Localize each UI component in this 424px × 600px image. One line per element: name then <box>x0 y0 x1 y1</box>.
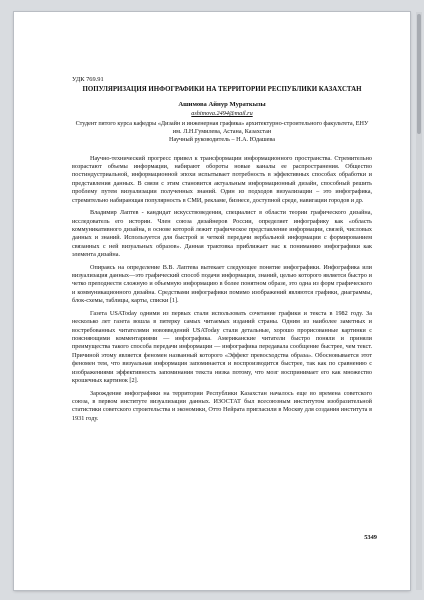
author-name: Ашимова Айнур Мураткызы <box>178 100 266 108</box>
author-email-link[interactable]: ashimova.2494@mail.ru <box>191 110 253 118</box>
scientific-advisor: Научный руководитель – Н.А. Юдашева <box>169 136 275 144</box>
paragraph: Зарождение инфографики на территории Республики Казахстан началось еще во времена советского союза, в первом институте визуализации данных. ИЗОСТАТ был всесоюзным институтом изобразительной статистики советского строительства и экономики, Отто Нейрата пригласили в Москву для создания института в 1931 году. <box>72 389 372 422</box>
paragraph: Газета USAToday одними из первых стали использовать сочетание графики и текста в 1982 году. За несколько лет газета вошла в пятерку самых читаемых изданий страны. Одним из наиболее заметных и востребованных читателями нововведений USAToday стали детальные, хорошо прорисованные картинки с поясняющими комментариями — инфографика. Американские читатели быстро поняли и приняли преимущества такого способа передачи информации — инфографика передавала сообщение быстрее, чем текст. Причиной этому является феномен названный которого «Эффект превосходства образа». Обосновывается этот феномен тем, что визуальная информация запоминается и воспроизводится быстрее, так как по сравнению с изображениями эффективность запоминания текста низка потому, что мозг воспринимает его как множество крошечных картинок [2]. <box>72 309 372 385</box>
document-page <box>14 12 410 590</box>
page-content <box>72 76 372 427</box>
page-number: 5349 <box>364 534 377 541</box>
udk-code: УДК 769.91 <box>72 76 104 83</box>
author-affiliation: Студент пятого курса кафедры «Дизайн и инженерная графика» архитектурно-строительного факультета, ЕНУ им. Л.Н.Гумилева, Астана, Казахстан <box>75 119 369 135</box>
scrollbar-thumb[interactable] <box>417 14 421 134</box>
article-title: ПОПУЛЯРИЗАЦИЯ ИНФОГРАФИКИ НА ТЕРРИТОРИИ РЕСПУБЛИКИ КАЗАХСТАН <box>82 85 362 93</box>
paragraph: Владимир Лаптев - кандидат искусствоведения, специалист в области теории графического дизайна, исследователь его истории. Член союза дизайнеров России, определяет инфографику как «область коммуникативного дизайна, в основе которой лежит графическое представление информации, связей, числовых данных и знаний. Используется для быстрой и четкой передачи вербальной информации с формированием связанных с ней визуальных образов». Данная трактовка приближает нас к пониманию инфографики как элемента дизайна. <box>72 209 372 259</box>
vertical-scrollbar[interactable] <box>416 12 422 590</box>
paragraph: Опираясь на определение В.В. Лаптева вытекает следующее понятие инфографики. Инфографика или визуализация данных—это графический способ подачи информации, знаний, целью которого является быстро и четко преподнести сложную и объемную информацию в более понятном образе, это одна из форм графического и коммуникационного дизайна. Средствами инфографики помимо изображений являются графики, диаграммы, блок-схемы, таблицы, карты, списки [1]. <box>72 263 372 305</box>
paragraph: Научно-технический прогресс привел к трансформации информационного пространства. Стремительно возрастают объемы информации, набирают обороты новые каналы ее распространения. Общество постиндустриальной, информационной эпохи испытывает потребность в эффективных способах обработки и представления данных. В связи с этим становится актуальным информационный дизайн, способный решить проблему путем визуализации полученных знаний. Один из подходов визуализации – это инфографика, стремительно набирающая популярность в СМИ, рекламе, бизнесе, доступной среде, навигации городов и др. <box>72 154 372 204</box>
